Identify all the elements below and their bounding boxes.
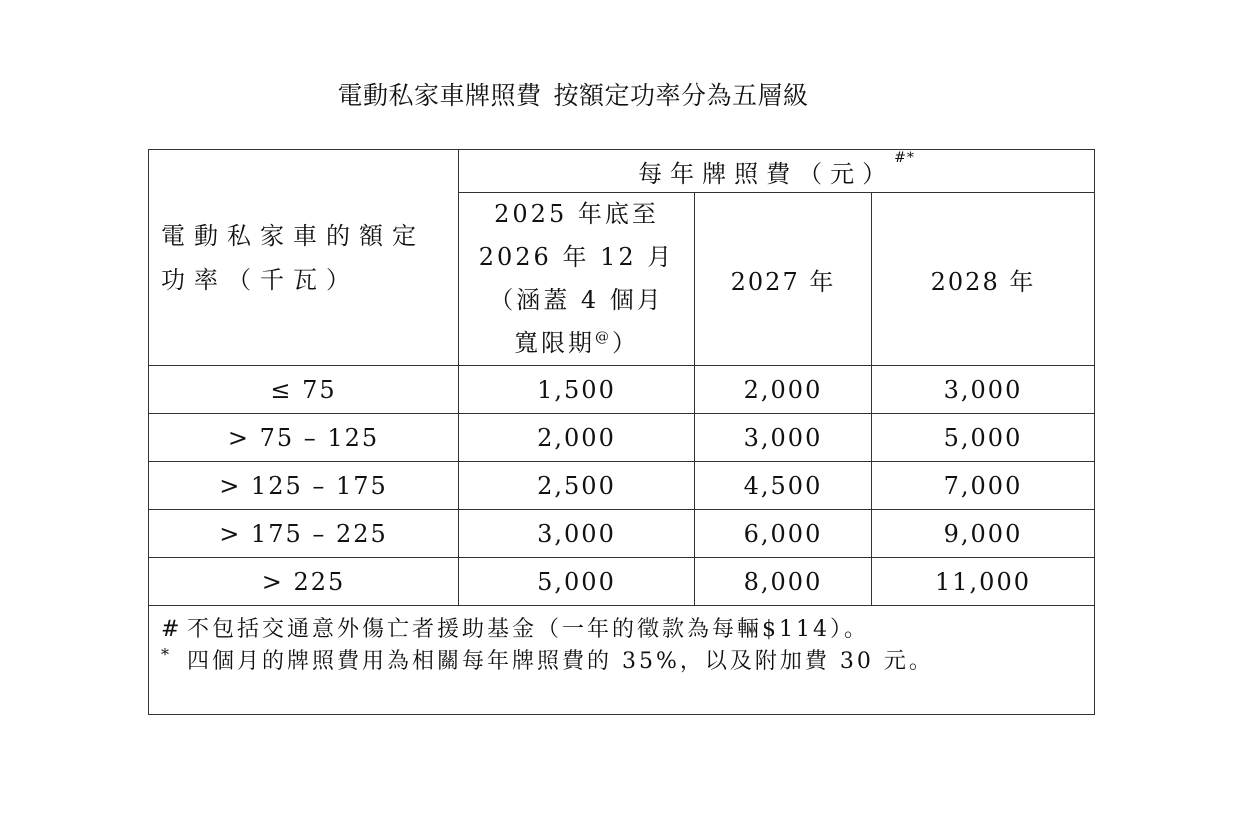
table-notes: [149, 606, 1095, 715]
annual-fee-group-label: 每年牌照費（元）: [638, 159, 895, 188]
table-row: [149, 414, 1095, 462]
power-band-cell: > 225: [149, 558, 459, 606]
fee-2026-cell: 3,000: [459, 510, 695, 558]
fee-2026-cell: 2,500: [459, 462, 695, 510]
note-text: 不包括交通意外傷亡者援助基金（一年的徵款為每輛$114）。: [187, 617, 869, 642]
fee-2028-cell: 7,000: [872, 462, 1095, 510]
table-row: [149, 510, 1095, 558]
year-2028-header: 2028 年: [872, 193, 1095, 366]
grace-period-label: 寬限期: [514, 329, 595, 357]
note-line: [161, 646, 1094, 679]
note-mark: *: [161, 645, 172, 664]
period-header-line3: （涵蓋 4 個月: [489, 286, 664, 314]
period-header-line1: 2025 年底至: [494, 200, 659, 228]
period-2026-header: [459, 193, 695, 366]
note-text: 四個月的牌照費用為相關每年牌照費的 35%，以及附加費 30 元。: [187, 649, 934, 674]
note-mark: #: [161, 617, 183, 642]
page-title: [0, 76, 1146, 112]
annual-fee-group-marks: #*: [894, 149, 915, 166]
grace-period-close: ）: [612, 329, 639, 357]
fee-2026-cell: 5,000: [459, 558, 695, 606]
title-part-2: 按額定功率分為五層級: [553, 81, 809, 110]
fee-2028-cell: 9,000: [872, 510, 1095, 558]
table-row: [149, 366, 1095, 414]
grace-period-mark: @: [595, 329, 612, 345]
year-2027-header: 2027 年: [695, 193, 872, 366]
annual-fee-group-header: [459, 150, 1095, 193]
fee-2027-cell: 8,000: [695, 558, 872, 606]
table-row: [149, 462, 1095, 510]
license-fee-table: [148, 149, 1095, 715]
power-band-cell: > 175 – 225: [149, 510, 459, 558]
rated-power-header-line2: 功率（千瓦）: [161, 265, 359, 294]
fee-2027-cell: 6,000: [695, 510, 872, 558]
fee-2027-cell: 4,500: [695, 462, 872, 510]
fee-2026-cell: 1,500: [459, 366, 695, 414]
title-part-1: 電動私家車牌照費: [337, 81, 542, 110]
period-header-line4: [459, 322, 694, 365]
power-band-cell: ≤ 75: [149, 366, 459, 414]
fee-2028-cell: 11,000: [872, 558, 1095, 606]
fee-2027-cell: 3,000: [695, 414, 872, 462]
note-line: [161, 614, 1094, 646]
fee-2028-cell: 3,000: [872, 366, 1095, 414]
period-header-line2: 2026 年 12 月: [478, 243, 675, 271]
power-band-cell: > 125 – 175: [149, 462, 459, 510]
power-band-cell: > 75 – 125: [149, 414, 459, 462]
fee-2028-cell: 5,000: [872, 414, 1095, 462]
rated-power-header: [149, 150, 459, 366]
fee-2027-cell: 2,000: [695, 366, 872, 414]
fee-2026-cell: 2,000: [459, 414, 695, 462]
rated-power-header-line1: 電動私家車的額定: [161, 221, 425, 250]
table-row: [149, 558, 1095, 606]
